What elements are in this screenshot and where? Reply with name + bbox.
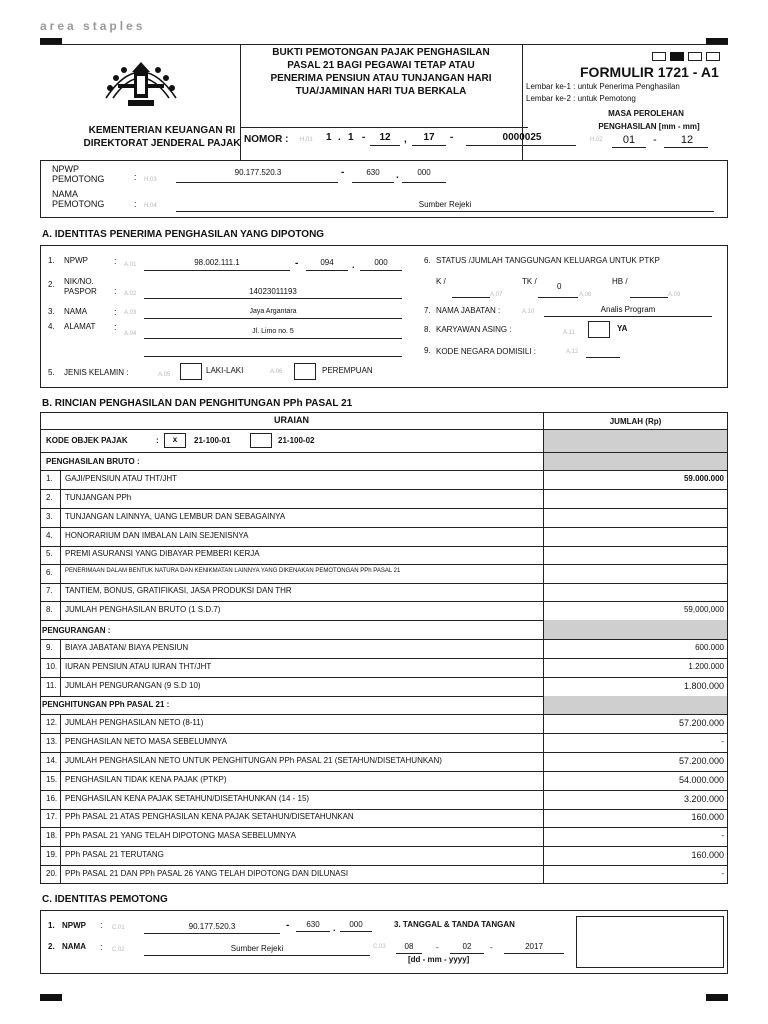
date-yyyy-field[interactable]: 2017: [525, 942, 543, 951]
table-row: [40, 470, 728, 489]
row-number: 14.: [46, 755, 58, 765]
table-row: [40, 827, 728, 846]
row-number: 18.: [46, 830, 58, 840]
row-number: 5.: [46, 549, 53, 558]
pemotong-npwp-2[interactable]: 630: [366, 168, 380, 177]
masa-label-2: PENGHASILAN [mm - mm]: [598, 122, 700, 131]
row-label: JUMLAH PENGHASILAN BRUTO (1 S.D.7): [65, 604, 221, 614]
row-value[interactable]: 54.000.000: [678, 774, 724, 785]
row-number: 20.: [46, 868, 58, 878]
row-value[interactable]: 57.200.000: [678, 717, 724, 728]
row-number: 12.: [46, 717, 58, 727]
row-label: TUNJANGAN LAINNYA, UANG LEMBUR DAN SEBAGAINYA: [65, 511, 286, 521]
row-number: 16.: [46, 793, 58, 803]
row-number: 15.: [46, 774, 58, 784]
row-number: 8.: [46, 604, 53, 614]
table-row: [40, 564, 728, 583]
signature-box[interactable]: [576, 916, 724, 968]
row-number: 6.: [46, 567, 53, 577]
row-label: JUMLAH PENGURANGAN (9 S.D 10): [65, 680, 201, 690]
nomor-part-5[interactable]: 0000025: [502, 132, 542, 143]
registration-mark: [706, 994, 728, 1001]
row-value[interactable]: -: [721, 868, 724, 878]
recipient-nik-field[interactable]: 14023011193: [249, 287, 297, 296]
row-label: PPh PASAL 21 TERUTANG: [65, 849, 164, 859]
c-npwp-2[interactable]: 630: [306, 920, 320, 929]
table-row: [40, 546, 728, 564]
kode-negara-field[interactable]: [586, 357, 620, 358]
table-row: [40, 752, 728, 771]
pemotong-nama-field[interactable]: Sumber Rejeki: [418, 200, 472, 209]
row-value[interactable]: 1.200.000: [688, 661, 724, 671]
nomor-part-4[interactable]: 17: [423, 132, 435, 143]
c-nama-field[interactable]: Sumber Rejeki: [230, 944, 284, 953]
table-row: [40, 846, 728, 865]
recipient-npwp-field[interactable]: 98.002.111.1: [194, 258, 240, 267]
nomor-part-1[interactable]: 1: [326, 132, 332, 143]
row-value[interactable]: 3.200.000: [683, 793, 724, 804]
col-jumlah: JUMLAH (Rp): [609, 417, 662, 426]
row-number: 10.: [46, 661, 58, 671]
section-b-title: B. RINCIAN PENGHASILAN DAN PENGHITUNGAN PPh PASAL 21: [42, 398, 353, 409]
row-number: 9.: [46, 642, 53, 652]
jabatan-field[interactable]: Analis Program: [600, 305, 656, 314]
corner-box: [670, 52, 684, 61]
row-label: IURAN PENSIUN ATAU IURAN THT/JHT: [65, 661, 212, 671]
hb-field[interactable]: [630, 297, 668, 298]
corner-box: [652, 52, 666, 61]
masa-label-1: MASA PEROLEHAN: [608, 109, 684, 118]
row-value[interactable]: 160.000: [691, 812, 724, 822]
row-value[interactable]: 600.000: [695, 642, 724, 652]
row-number: 7.: [46, 586, 53, 595]
col-uraian: URAIAN: [274, 415, 309, 425]
row-value[interactable]: -: [721, 830, 724, 840]
row-label: PPh PASAL 21 YANG TELAH DIPOTONG MASA SEBELUMNYA: [65, 830, 296, 840]
recipient-alamat-field[interactable]: Jl. Limo no. 5: [252, 328, 294, 335]
alamat-line-2: [144, 356, 402, 357]
table-row: [40, 601, 728, 620]
registration-mark: [40, 994, 62, 1001]
lembar-2-note: Lembar ke-2 : untuk Pemotong: [526, 94, 636, 103]
row-value[interactable]: 1.800.000: [683, 680, 724, 691]
perempuan-checkbox[interactable]: [294, 363, 316, 380]
row-label: HONORARIUM DAN IMBALAN LAIN SEJENISNYA: [65, 530, 249, 540]
recipient-npwp-2[interactable]: 094: [320, 258, 334, 267]
table-row: [40, 809, 728, 827]
row-label: TANTIEM, BONUS, GRATIFIKASI, JASA PRODUKSI DAN THR: [65, 586, 292, 595]
table-row: [40, 790, 728, 809]
section-c-title: C. IDENTITAS PEMOTONG: [42, 894, 168, 905]
nomor-part-2[interactable]: 1: [348, 132, 354, 143]
row-label: BIAYA JABATAN/ BIAYA PENSIUN: [65, 642, 189, 652]
kode-objek-label: KODE OBJEK PAJAK: [46, 436, 128, 445]
row-number: 13.: [46, 736, 58, 746]
ttd-label: 3. TANGGAL & TANDA TANGAN: [394, 920, 515, 929]
row-value[interactable]: 59.000.000: [683, 473, 724, 483]
pemotong-npwp-field[interactable]: 90.177.520.3: [234, 168, 282, 177]
row-value[interactable]: 59,000,000: [683, 604, 724, 614]
lembar-1-note: Lembar ke-1 : untuk Penerima Penghasilan: [526, 82, 680, 91]
laki-laki-checkbox[interactable]: [180, 363, 202, 380]
table-row: [40, 771, 728, 790]
table-row: [40, 677, 728, 696]
status-ptkp-label: STATUS /JUMLAH TANGGUNGAN KELUARGA UNTUK PTKP: [436, 256, 660, 265]
date-format: [dd - mm - yyyy]: [408, 955, 470, 964]
section-a-title: A. IDENTITAS PENERIMA PENGHASILAN YANG DIPOTONG: [42, 229, 325, 240]
row-label: PENGHASILAN TIDAK KENA PAJAK (PTKP): [65, 774, 227, 784]
pemotong-npwp-3[interactable]: 000: [417, 168, 431, 177]
table-row: [40, 865, 728, 884]
row-number: 1.: [46, 473, 53, 483]
table-row: [40, 527, 728, 546]
recipient-nama-field[interactable]: Jaya Argantara: [249, 308, 297, 315]
row-number: 4.: [46, 530, 53, 540]
row-value[interactable]: 160.000: [691, 849, 724, 860]
row-label: PPh PASAL 21 ATAS PENGHASILAN KENA PAJAK SETAHUN/DISETAHUNKAN: [65, 812, 354, 821]
row-label: GAJI/PENSIUN ATAU THT/JHT: [65, 473, 178, 483]
kode-21-100-02-checkbox[interactable]: [250, 433, 272, 448]
row-label: PPh PASAL 21 DAN PPh PASAL 26 YANG TELAH DIPOTONG DAN DILUNASI: [65, 868, 349, 878]
nomor-part-3[interactable]: 12: [379, 132, 391, 143]
row-number: 19.: [46, 849, 58, 859]
pengurangan-title: PENGURANGAN :: [42, 626, 111, 635]
masa-to-field[interactable]: 12: [680, 134, 694, 146]
row-number: 3.: [46, 511, 53, 521]
row-label: TUNJANGAN PPh: [65, 492, 132, 502]
table-row: [40, 714, 728, 733]
watermark: area staples: [40, 19, 146, 33]
tk-field[interactable]: 0: [557, 282, 562, 291]
table-row: [40, 658, 728, 677]
table-row: [40, 639, 728, 658]
karyawan-asing-checkbox[interactable]: [588, 321, 610, 338]
row-label: PENGHASILAN NETO MASA SEBELUMNYA: [65, 736, 227, 746]
row-number: 2.: [46, 492, 53, 502]
row-label: PENERIMAAN DALAM BENTUK NATURA DAN KENIKMATAN LAINNYA YANG DIKENAKAN PEMOTONGAN PPh PASAL 21: [65, 567, 401, 574]
ministry-emblem-icon: [98, 54, 184, 116]
table-row: [40, 583, 728, 601]
k-field[interactable]: [452, 297, 490, 298]
row-value[interactable]: -: [721, 736, 724, 746]
row-number: 11.: [46, 680, 57, 690]
row-label: PENGHASILAN KENA PAJAK SETAHUN/DISETAHUNKAN (14 - 15): [65, 793, 310, 803]
row-number: 17.: [46, 812, 58, 821]
table-row: [40, 733, 728, 752]
penghitungan-title: PENGHITUNGAN PPh PASAL 21 :: [42, 700, 170, 709]
c-npwp-field[interactable]: 90.177.520.3: [188, 922, 236, 931]
date-mm-field[interactable]: 02: [462, 942, 472, 951]
directorate-name: DIREKTORAT JENDERAL PAJAK: [83, 138, 241, 149]
bruto-title: PENGHASILAN BRUTO :: [46, 457, 140, 466]
recipient-npwp-3[interactable]: 000: [374, 258, 388, 267]
row-label: JUMLAH PENGHASILAN NETO UNTUK PENGHITUNGAN PPh PASAL 21 (SETAHUN/DISETAHUNKAN): [65, 755, 442, 765]
row-label: PREMI ASURANSI YANG DIBAYAR PEMBERI KERJA: [65, 549, 260, 558]
c-npwp-3[interactable]: 000: [349, 920, 363, 929]
table-row: [40, 489, 728, 508]
table-row: [40, 508, 728, 527]
masa-from-field[interactable]: 01: [622, 134, 636, 146]
corner-box: [706, 52, 720, 61]
corner-box: [688, 52, 702, 61]
row-label: JUMLAH PENGHASILAN NETO (8-11): [65, 717, 204, 727]
form-number: FORMULIR 1721 - A1: [580, 64, 719, 80]
row-value[interactable]: 57.200.000: [678, 755, 724, 766]
nomor-label: NOMOR :: [244, 134, 289, 145]
ministry-name: KEMENTERIAN KEUANGAN RI: [88, 125, 236, 136]
date-dd-field[interactable]: 08: [404, 942, 414, 951]
